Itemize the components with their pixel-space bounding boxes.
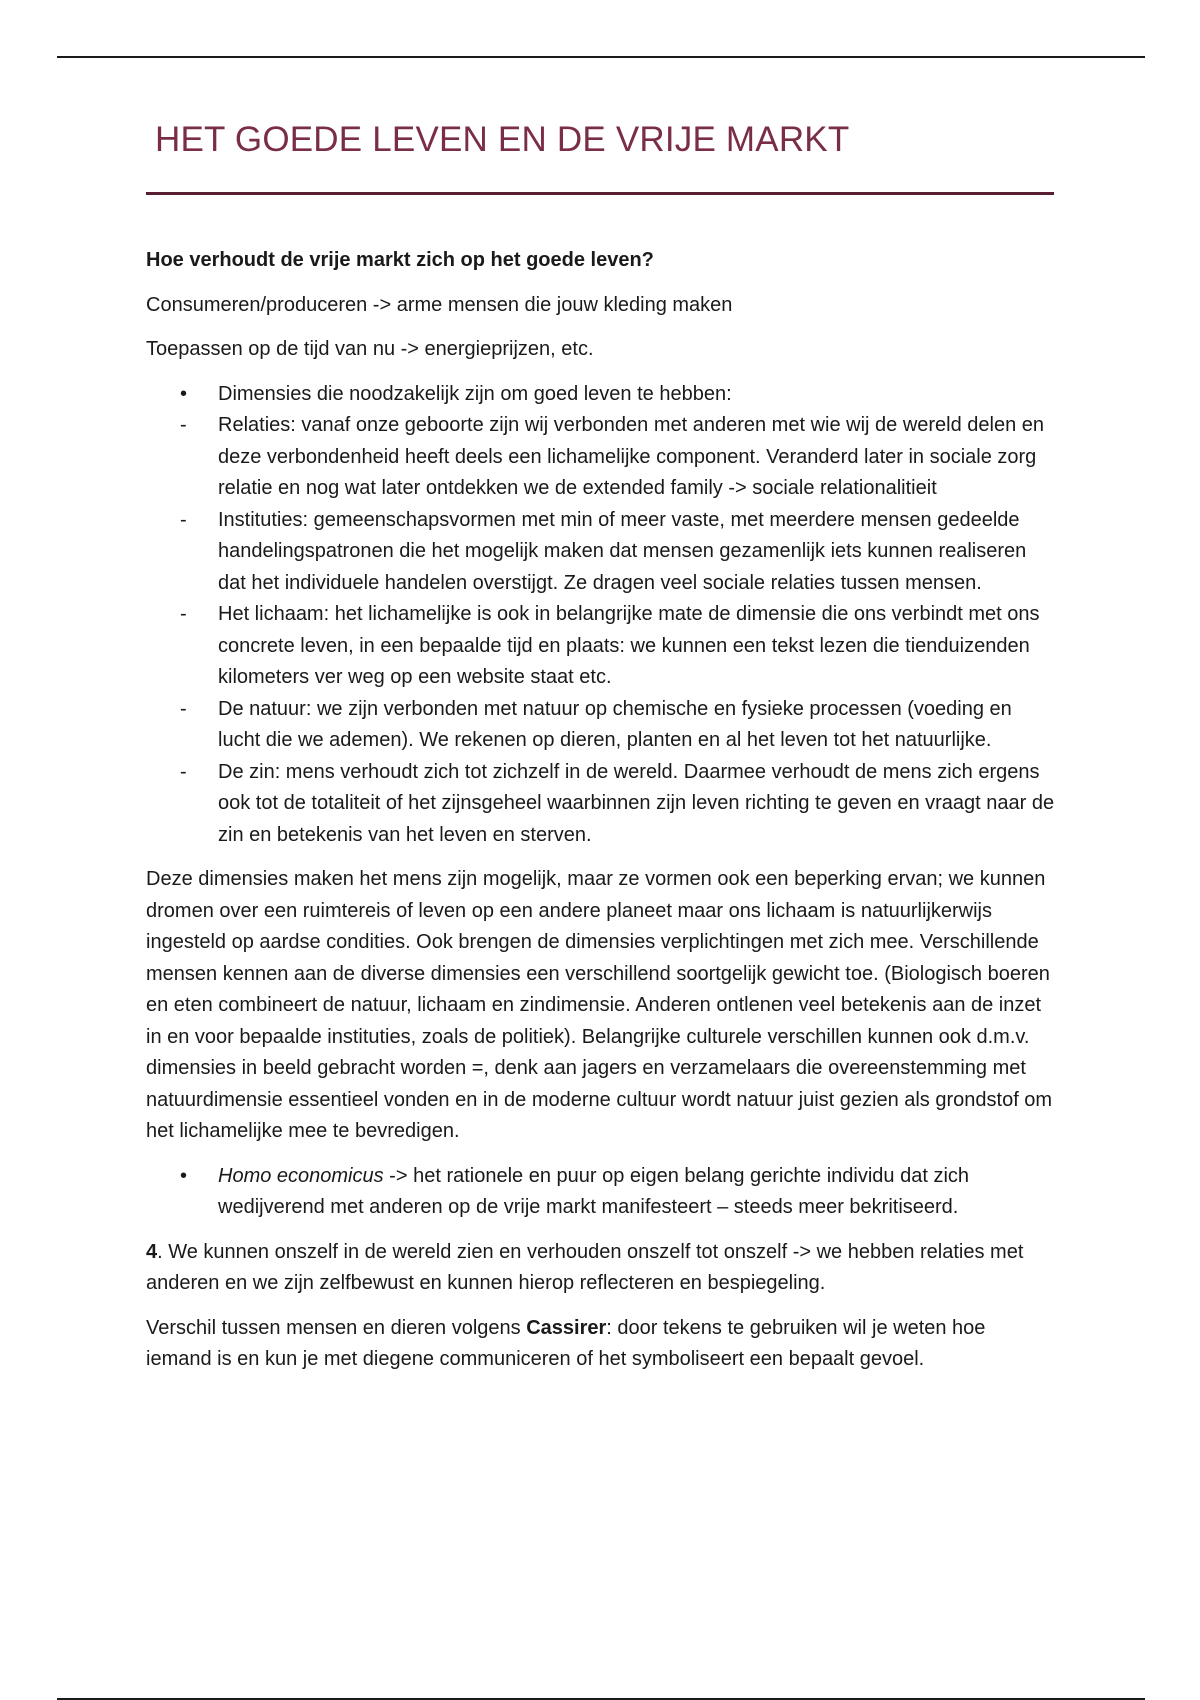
list-item-text: De natuur: we zijn verbonden met natuur op chemische en fysieke processen (voeding en lucht die we ademen). We rekenen op dieren, planten en al het leven tot het natuurlijke. bbox=[218, 697, 1012, 751]
list-item bbox=[146, 1161, 1056, 1224]
list-item bbox=[146, 599, 1056, 694]
paragraph-dimensies: Deze dimensies maken het mens zijn mogelijk, maar ze vormen ook een beperking ervan; we kunnen dromen over een ruimtereis of leven op een andere planeet maar ons lichaam is natuurlijkerwijs ingesteld op aardse condities. Ook brengen de dimensies verplichtingen met zich mee. Verschillende mensen kennen aan de diverse dimensies een verschillend soortgelijk gewicht toe. (Biologisch boeren en eten combineert de natuur, lichaam en zindimensie. Anderen ontlenen veel betekenis aan de inzet in en voor bepaalde instituties, zoals de politiek). Belangrijke culturele verschillen kunnen ook d.m.v. dimensies in beeld gebracht worden =, denk aan jagers en verzamelaars die overeenstemming met natuurdimensie essentieel vonden en in de moderne cultuur wordt natuur juist gezien als grondstof om het lichamelijke mee te bevredigen. bbox=[146, 868, 1053, 1142]
dash-icon: - bbox=[180, 414, 187, 436]
list-item-text: Dimensies die noodzakelijk zijn om goed leven te hebben: bbox=[218, 382, 732, 405]
title-underline bbox=[146, 192, 1054, 195]
list-item-intro bbox=[146, 379, 1056, 411]
page-title: HET GOEDE LEVEN EN DE VRIJE MARKT bbox=[155, 120, 850, 159]
list-item bbox=[146, 757, 1056, 852]
homo-economicus-list bbox=[146, 1161, 1056, 1224]
cassirer-intro: Verschil tussen mensen en dieren volgens bbox=[146, 1316, 527, 1339]
dash-icon: - bbox=[180, 603, 187, 625]
bullet-icon: • bbox=[180, 382, 188, 405]
paragraph-cassirer bbox=[146, 1313, 1056, 1376]
list-item-text: Het lichaam: het lichamelijke is ook in belangrijke mate de dimensie die ons verbindt met ons concrete leven, in een bepaalde tijd en plaats: we kunnen een tekst lezen die tienduizenden kilometers ver weg op een website staat etc. bbox=[218, 603, 1040, 688]
list-item bbox=[146, 505, 1056, 600]
paragraph-toepassen: Toepassen op de tijd van nu -> energieprijzen, etc. bbox=[146, 338, 594, 360]
list-item bbox=[146, 694, 1056, 757]
document-body bbox=[146, 245, 1056, 1389]
bullet-icon: • bbox=[180, 1164, 188, 1187]
cassirer-text: : door tekens te gebruiken wil je weten hoe iemand is en kun je met diegene communiceren of het symboliseert een bepaalt gevoel. bbox=[146, 1316, 986, 1370]
homo-economicus-term: Homo economicus bbox=[218, 1164, 384, 1187]
list-item bbox=[146, 410, 1056, 505]
paragraph-number: 4 bbox=[146, 1240, 158, 1263]
question-heading: Hoe verhoudt de vrije markt zich op het goede leven? bbox=[146, 249, 654, 271]
dash-icon: - bbox=[180, 508, 187, 531]
cassirer-name: Cassirer bbox=[526, 1316, 607, 1339]
paragraph-consumeren: Consumeren/produceren -> arme mensen die jouw kleding maken bbox=[146, 293, 733, 316]
dash-icon: - bbox=[180, 760, 187, 783]
page-top-rule bbox=[57, 56, 1145, 58]
dimensions-list bbox=[146, 379, 1056, 852]
dash-icon: - bbox=[180, 697, 187, 720]
list-item-text: Instituties: gemeenschapsvormen met min of meer vaste, met meerdere mensen gedeelde handelingspatronen die het mogelijk maken dat mensen gezamenlijk iets kunnen realiseren dat het individuele handelen overstijgt. Ze dragen veel sociale relaties tussen mensen. bbox=[218, 508, 1027, 594]
list-item-text: Relaties: vanaf onze geboorte zijn wij verbonden met anderen met wie wij de wereld delen en deze verbondenheid heeft deels een lichamelijke component. Veranderd later in sociale zorg relatie en nog wat later ontdekken we de extended family -> sociale relationalitieit bbox=[218, 414, 1045, 499]
paragraph-4 bbox=[146, 1237, 1056, 1300]
list-item-text: De zin: mens verhoudt zich tot zichzelf in de wereld. Daarmee verhoudt de mens zich ergens ook tot de totaliteit of het zijnsgeheel waarbinnen zijn leven richting te geven en vraagt naar de zin en betekenis van het leven en sterven. bbox=[218, 760, 1055, 846]
homo-economicus-text: -> het rationele en puur op eigen belang gerichte individu dat zich wedijverend met anderen op de vrije markt manifesteert – steeds meer bekritiseerd. bbox=[218, 1164, 970, 1218]
paragraph-4-text: . We kunnen onszelf in de wereld zien en verhouden onszelf tot onszelf -> we hebben relaties met anderen en we zijn zelfbewust en kunnen hierop reflecteren en bespiegeling. bbox=[146, 1240, 1024, 1294]
